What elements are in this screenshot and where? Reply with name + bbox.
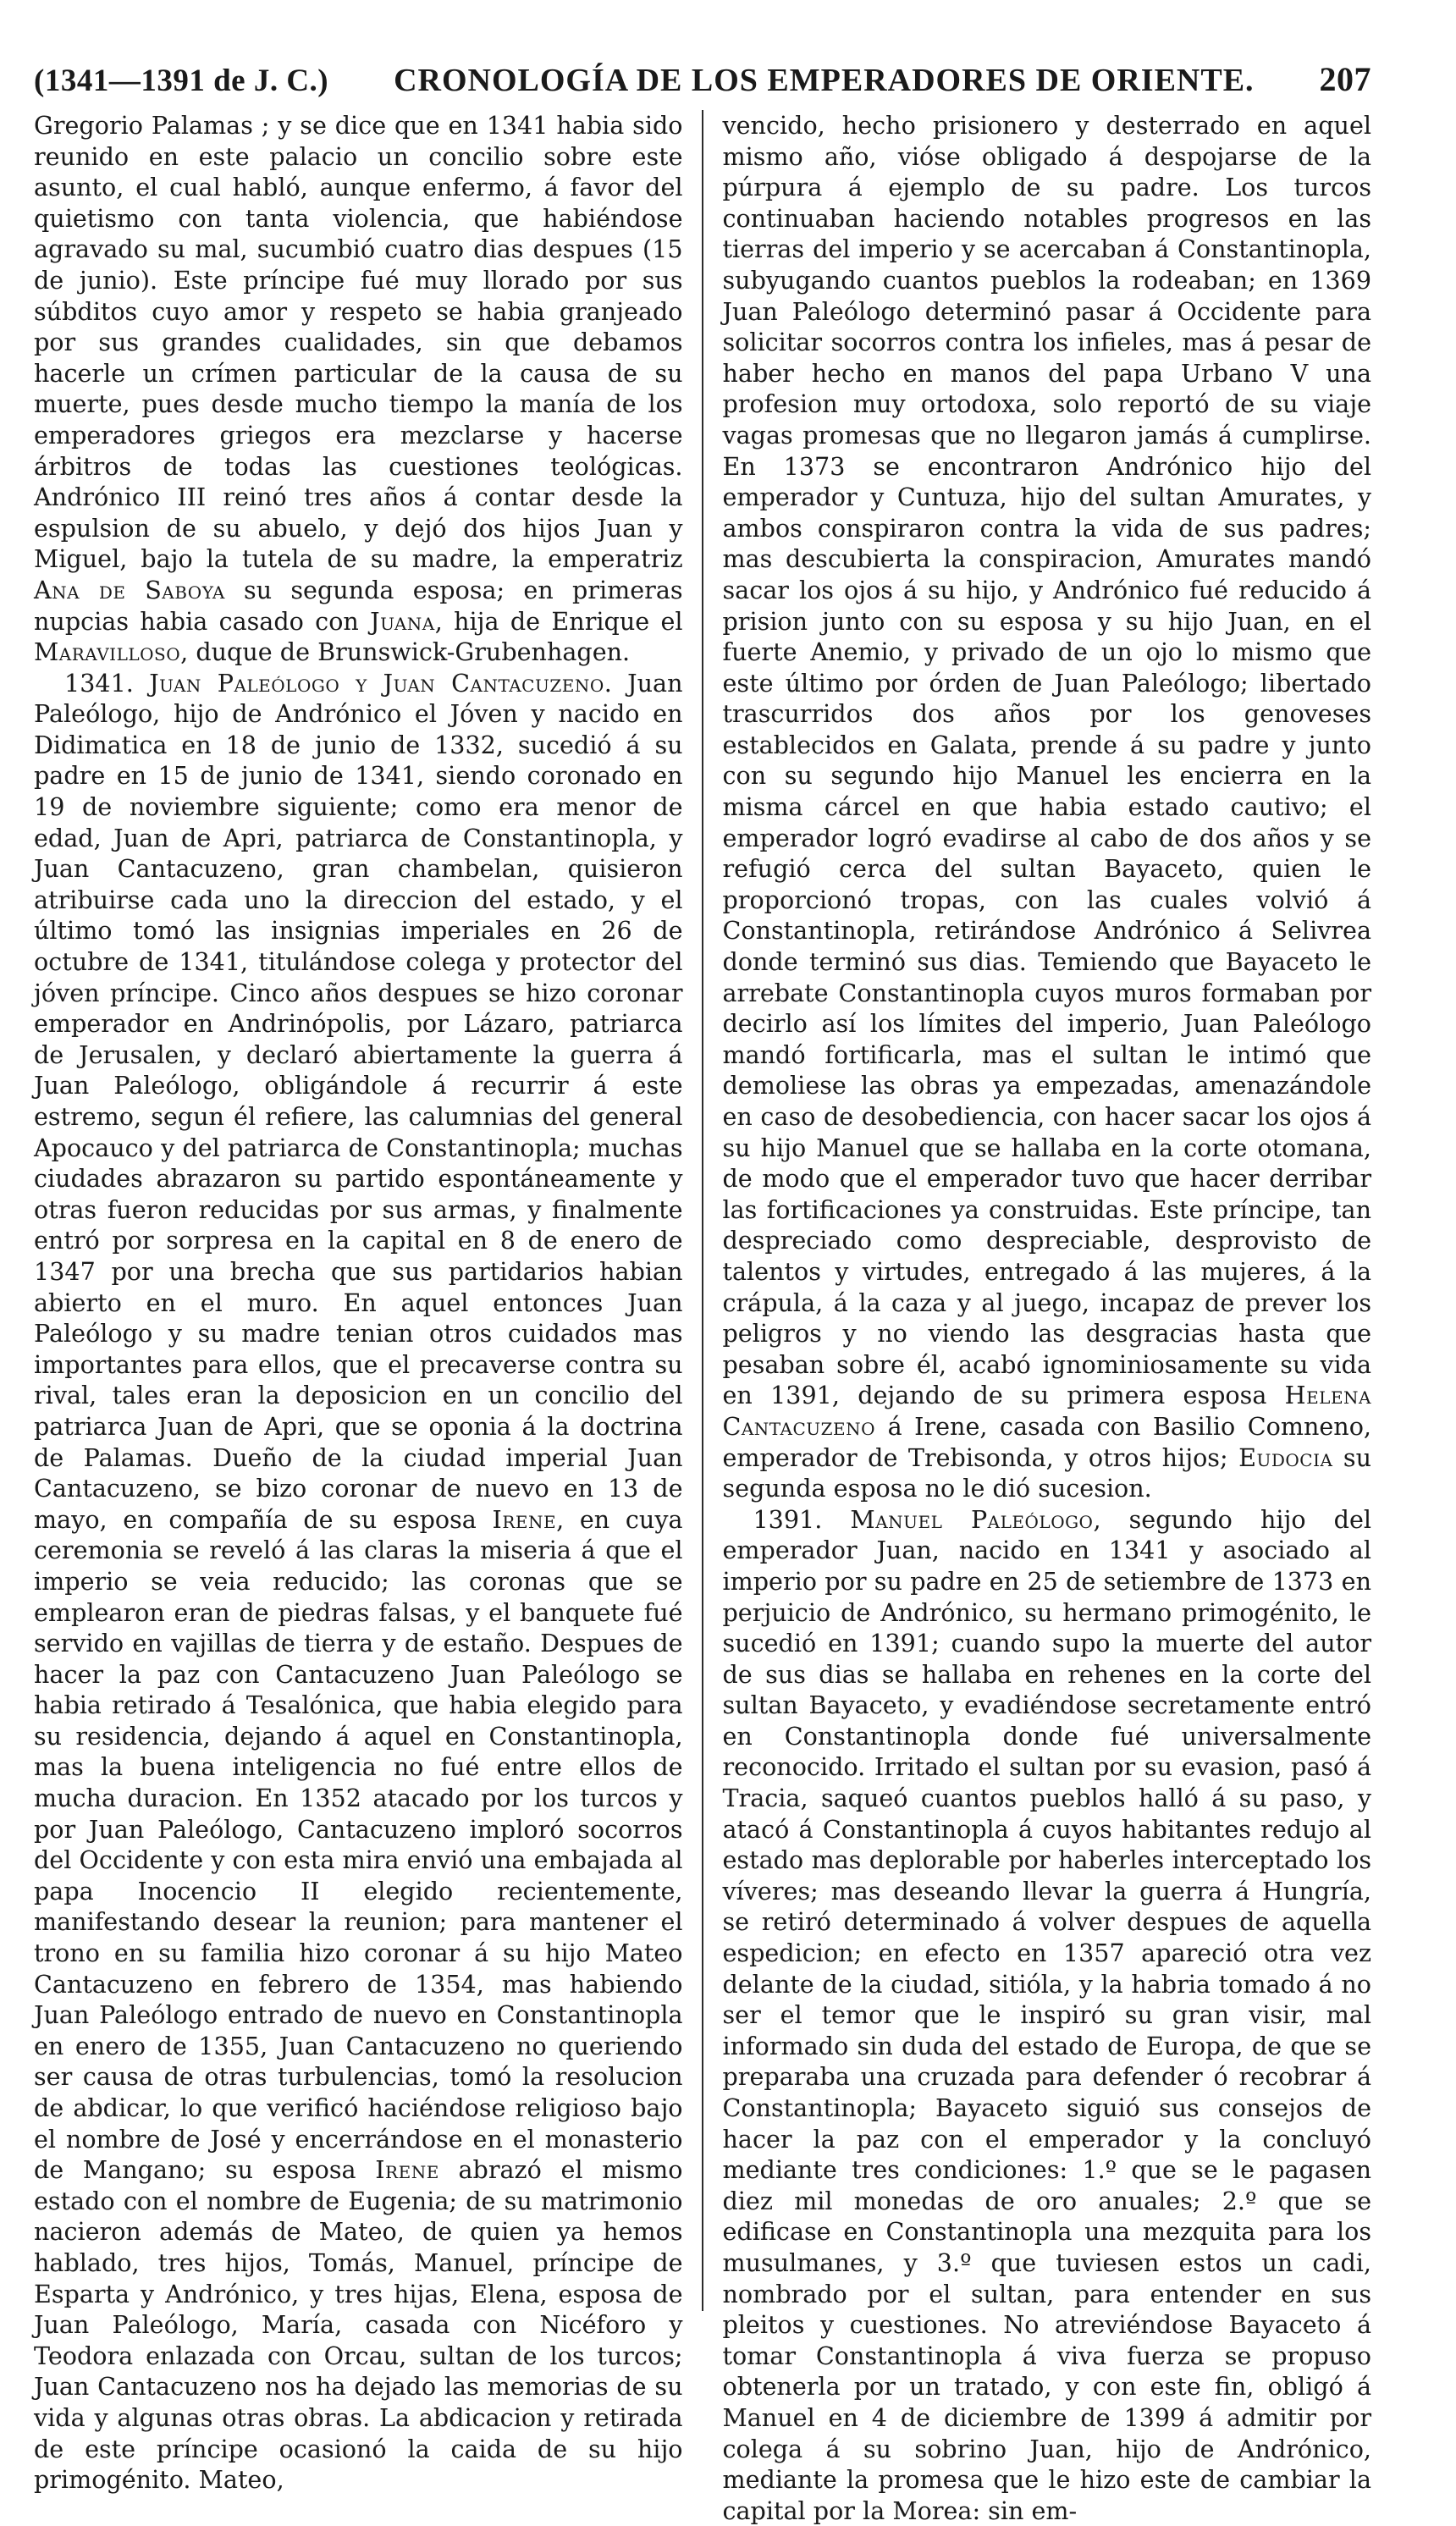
text-run: su segunda esposa no le dió sucesion.: [722, 1442, 1372, 1503]
text-run: su segunda esposa; en primeras nupcias habia casado con: [34, 575, 683, 636]
text-run: , hija de Enrique el: [434, 606, 683, 636]
text-run: , segundo hijo del emperador Juan, nacido en 1341 y asociado al imperio por su padre en 25 de setiembre de 1373 en perjuicio de Andrónico, su hermano primogénito, le sucedió en 1391; cuando supo la muerte del autor de sus dias se hallaba en rehenes en la corte del sultan Bayaceto, y evadiéndose secretamente entró en Constantinopla donde fué universalmente reconocido. Irritado el sultan por su evasion, pasó á Tracia, saqueó cuantos pueblos halló á su paso, y atacó á Constantinopla á cuyos habitantes redujo al estado mas deplorable por haberles interceptado los víveres; mas deseando llevar la guerra á Hungría, se retiró determinado á volver despues de aquella espedicion; en efecto en 1357 apareció otra vez delante de la ciudad, sitióla, y la habria tomado á no ser el temor que le inspiró su gran visir, mal informado sin duda del estado de Europa, de que se preparaba una cruzada para defender ó recobrar á Constantinopla; Bayaceto siguió sus consejos de hacer la paz con el emperador y la concluyó mediante tres condiciones: 1.º que se le pagasen diez mil monedas de oro anuales; 2.º que se edificase en Constantinopla una mezquita para los musulmanes, y 3.º que tuviesen estos un cadi, nombrado por el sultan, para entender en sus pleitos y cuestiones. No atreviéndose Bayaceto á tomar Constantinopla á viva fuerza se propuso obtenerla por un tratado, y con este fin, obligó á Manuel en 4 de diciembre de 1399 á admitir por colega á su sobrino Juan, hijo de Andrónico, mediante la promesa que le hizo este de cambiar la capital por la Morea: sin em-: [722, 1504, 1372, 2525]
page-number: 207: [1319, 60, 1371, 98]
name-smallcaps: Juan Paleólogo y Juan Cantacuzeno: [149, 668, 604, 698]
text-columns: [34, 110, 1372, 2525]
text-run: . Juan Paleólogo, hijo de Andrónico el Jóven y nacido en Didimatica en 18 de junio de 1332, sucedió á su padre en 15 de junio de 1341, siendo coronado en 19 de noviembre siguiente; como era menor de edad, Juan de Apri, patriarca de Constantinopla, y Juan Cantacuzeno, gran chambelan, quisieron atribuirse cada uno la direccion del estado, y el último tomó las insignias imperiales en 26 de octubre de 1341, titulándose colega y protector del jóven príncipe. Cinco años despues se hizo coronar emperador en Andrinópolis, por Lázaro, patriarca de Jerusalen, y declaró abiertamente la guerra á Juan Paleólogo, obligándole á recurrir á este estremo, segun él refiere, las calumnias del general Apocauco y del patriarca de Constantinopla; muchas ciudades abrazaron su partido espontáneamente y otras fueron reducidas por sus armas, y finalmente entró por sorpresa en la capital en 8 de enero de 1347 por una brecha que sus partidarios habian abierto en el muro. En aquel entonces Juan Paleólogo y su madre tenian otros cuidados mas importantes para ellos, que el precaverse contra su rival, tales eran la deposicion en un concilio del patriarca Juan de Apri, que se oponia á la doctrina de Palamas. Dueño de la ciudad imperial Juan Cantacuzeno, se bizo coronar de nuevo en 13 de mayo, en compañía de su esposa: [34, 668, 683, 1534]
paragraph: [34, 110, 683, 668]
name-smallcaps: Maravilloso: [34, 637, 181, 667]
name-smallcaps: Juana: [370, 606, 435, 636]
chronology-entry: [34, 668, 683, 2496]
name-smallcaps: Eudocia: [1238, 1442, 1333, 1472]
text-run: 1341.: [64, 668, 150, 698]
text-run: vencido, hecho prisionero y desterrado en aquel mismo año, vióse obligado á despojarse de la púrpura á ejemplo de su padre. Los turcos continuaban haciendo notables progresos en las tierras del imperio y se acercaban á Constantinopla, subyugando cuantos pueblos la rodeaban; en 1369 Juan Paleólogo determinó pasar á Occidente para solicitar socorros contra los infieles, mas á pesar de haber hecho en manos del papa Urbano V una profesion muy ortodoxa, solo reportó de su viaje vagas promesas que no llegaron jamás á cumplirse. En 1373 se encontraron Andrónico hijo del emperador y Cuntuza, hijo del sultan Amurates, y ambos conspiraron contra la vida de sus padres; mas descubierta la conspiracion, Amurates mandó sacar los ojos á su hijo, y Andrónico fué reducido á prision junto con su esposa y su hijo Juan, en el fuerte Anemio, y privado de un ojo lo mismo que este último por órden de Juan Paleólogo; libertado trascurridos dos años por los genoveses establecidos en Galata, prende á su padre y junto con su segundo hijo Manuel les encierra en la misma cárcel en que habia estado cautivo; el emperador logró evadirse al cabo de dos años y se refugió cerca del sultan Bayaceto, quien le proporcionó tropas, con las cuales volvió á Constantinopla, retirándose Andrónico á Selivrea donde terminó sus dias. Temiendo que Bayaceto le arrebate Constantinopla cuyos muros formaban por decirlo así los límites del imperio, Juan Paleólogo mandó fortificarla, mas el sultan le intimó que demoliese las obras ya empezadas, amenazándole en caso de desobediencia, con hacer sacar los ojos á su hijo Manuel que se hallaba en la corte otomana, de modo que el emperador tuvo que hacer derribar las fortificaciones ya construidas. Este príncipe, tan despreciado como despreciable, desprovisto de talentos y virtudes, entregado á las mujeres, á la crápula, á la caza y al juego, incapaz de prever los peligros y no viendo las desgracias hasta que pesaban sobre él, acabó ignominiosamente su vida en 1391, dejando de su primera esposa: [722, 111, 1372, 1410]
name-smallcaps: Irene: [492, 1504, 557, 1534]
name-smallcaps: Irene: [375, 2155, 439, 2185]
text-run: 1391.: [753, 1504, 851, 1534]
right-column: [722, 110, 1372, 2525]
name-smallcaps: Helena Cantacuzeno: [722, 1381, 1372, 1441]
text-run: , duque de Brunswick-Grubenhagen.: [180, 637, 631, 667]
text-run: , en cuya ceremonia se reveló á las claras la miseria á que el imperio se veia reducido; las coronas que se emplearon eran de piedras falsas, y el banquete fué servido en vajillas de tierra y de estaño. Despues de hacer la paz con Cantacuzeno Juan Paleólogo se habia retirado á Tesalónica, que habia elegido para su residencia, dejando á aquel en Constantinopla, mas la buena inteligencia no fué entre ellos de mucha duracion. En 1352 atacado por los turcos y por Juan Paleólogo, Cantacuzeno imploró socorros del Occidente y con esta mira envió una embajada al papa Inocencio II elegido recientemente, manifestando desear la reunion; para mantener el trono en su familia hizo coronar á su hijo Mateo Cantacuzeno en febrero de 1354, mas habiendo Juan Paleólogo entrado de nuevo en Constantinopla en enero de 1355, Juan Cantacuzeno no queriendo ser causa de otras turbulencias, tomó la resolucion de abdicar, lo que verificó haciéndose religioso bajo el nombre de José y encerrándose en el monasterio de Mangano; su esposa: [34, 1504, 683, 2185]
header-title: CRONOLOGÍA DE LOS EMPERADORES DE ORIENTE.: [394, 63, 1255, 98]
name-smallcaps: Ana de Saboya: [34, 575, 225, 604]
text-run: á Irene, casada con Basilio Comneno, emperador de Trebisonda, y otros hijos;: [722, 1411, 1372, 1472]
chronology-entry: [722, 1504, 1371, 2526]
left-column: [34, 110, 683, 2495]
header-date-range: (1341—1391 de J. C.): [34, 63, 329, 98]
name-smallcaps: Manuel Paleólogo: [850, 1504, 1094, 1534]
text-run: Gregorio Palamas ; y se dice que en 1341 habia sido reunido en este palacio un concilio sobre este asunto, el cual habló, aunque enfermo, á favor del quietismo con tanta violencia, que habiéndose agravado su mal, sucumbió cuatro dias despues (15 de junio). Este príncipe fué muy llorado por sus súbditos cuyo amor y respeto se habia granjeado por sus grandes cualidades, sin que debamos hacerle un crímen particular de la causa de su muerte, pues desde mucho tiempo la manía de los emperadores griegos era mezclarse y hacerse árbitros de todas las cuestiones teológicas. Andrónico III reinó tres años á contar desde la espulsion de su abuelo, y dejó dos hijos Juan y Miguel, bajo la tutela de su madre, la emperatriz: [34, 111, 683, 574]
paragraph: [722, 110, 1371, 1504]
text-run: abrazó el mismo estado con el nombre de Eugenia; de su matrimonio nacieron además de Mateo, de quien ya hemos hablado, tres hijos, Tomás, Manuel, príncipe de Esparta y Andrónico, y tres hijas, Elena, esposa de Juan Paleólogo, María, casada con Nicéforo y Teodora enlazada con Orcau, sultan de los turcos; Juan Cantacuzeno nos ha dejado las memorias de su vida y algunas otras obras. La abdicacion y retirada de este príncipe ocasionó la caida de su hijo primogénito. Mateo,: [34, 2155, 683, 2495]
page-header: [34, 59, 1371, 103]
column-divider: [702, 110, 704, 2311]
